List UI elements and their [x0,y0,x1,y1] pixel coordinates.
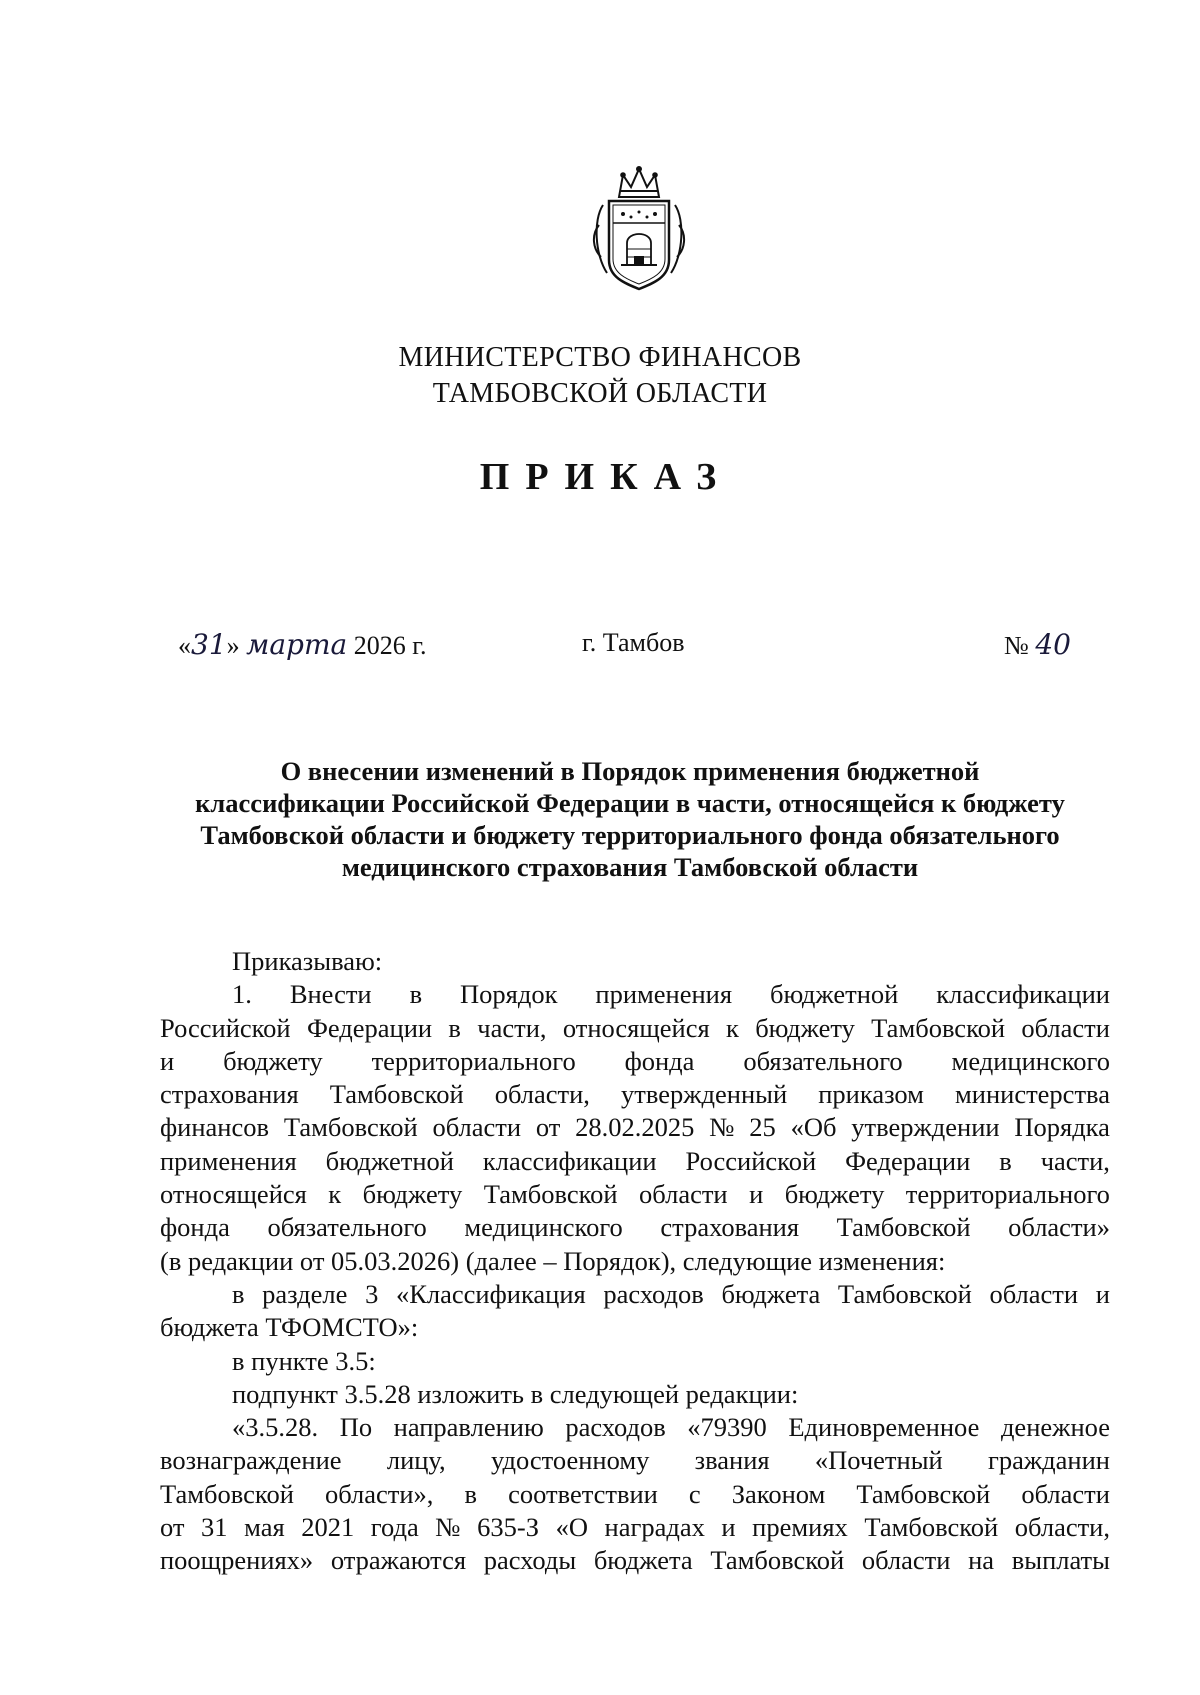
number-value-handwritten: 40 [1035,628,1071,661]
body-word: бюджетной [769,979,899,1010]
body-line-justified [160,1178,1110,1211]
body-word: утвержденный [621,1079,788,1110]
body-line-justified [160,1145,1110,1178]
body-word: премиях [752,1512,848,1543]
body-word: обязательного [267,1212,427,1243]
body-word: наградах [604,1512,705,1543]
body-word: направлению [393,1412,544,1443]
body-word: «Об [790,1112,837,1143]
body-word: Тамбовской [483,1179,618,1210]
body-word: страхования [160,1079,299,1110]
body-word: Законом [731,1478,826,1509]
body-word: вознаграждение [160,1445,342,1476]
document-type-heading: ПРИКАЗ [479,456,733,498]
body-word: применения [160,1145,297,1176]
body-word: медицинского [951,1045,1110,1076]
body-word: на [968,1545,995,1576]
document-title [150,755,1110,883]
body-word: бюджету [755,1012,855,1043]
title-line: Тамбовской области и бюджету территориального фонда обязательного [200,820,1060,850]
body-word: 1. [232,979,252,1010]
title-line: О внесении изменений в Порядок применения бюджетной [280,756,980,786]
body-word: классификации [936,979,1110,1010]
body-word: Российской [685,1145,817,1176]
body-line-justified [160,1511,1110,1544]
body-word: бюджета [721,1278,821,1309]
body-word: Тамбовской [871,1012,1006,1043]
body-word: Российской [160,1012,291,1043]
body-word: области» [1008,1212,1110,1243]
body-word: и [1095,1278,1110,1309]
body-word: Тамбовской [864,1512,999,1543]
body-word: области», [324,1478,434,1509]
body-word: приказом [818,1079,924,1110]
body-word: 31 [201,1512,228,1543]
body-line-justified [160,1278,1110,1311]
date-year: 2026 г. [353,631,427,660]
body-word: отражаются [330,1545,467,1576]
body-word: Федерации [306,1012,433,1043]
body-word: в [999,1145,1012,1176]
body-word: бюджету [784,1179,885,1210]
body-word: территориального [371,1045,576,1076]
body-line: в пункте 3.5: [232,1345,376,1376]
body-line-justified [160,1478,1110,1511]
body-word: бюджету [362,1179,463,1210]
body-word: в [448,1012,461,1043]
ministry-name-line-2: ТАМБОВСКОЙ ОБЛАСТИ [432,378,768,409]
body-word: области [1021,1478,1110,1509]
body-word: классификации [482,1145,657,1176]
body-word: расходов [603,1278,704,1309]
body-word: от [160,1512,185,1543]
body-word: относящейся [562,1012,710,1043]
body-word: Порядок [460,979,558,1010]
body-word: расходов [565,1412,666,1443]
coat-of-arms-icon [589,165,689,295]
body-word: поощрениях» [160,1545,314,1576]
body-word: финансов [160,1112,270,1143]
body-word: с [688,1478,701,1509]
body-word: Тамбовской [837,1278,972,1309]
body-word: в [464,1478,478,1509]
body-line-justified [160,978,1110,1011]
body-word: области [432,1112,522,1143]
body-word: звания [694,1445,770,1476]
body-word: страхования [660,1212,800,1243]
body-line: Приказываю: [232,946,383,976]
body-word: медицинского [464,1212,623,1243]
body-word: части, [477,1012,547,1043]
body-word: Порядка [1014,1112,1110,1143]
body-word: Федерации [845,1145,971,1176]
body-word: территориального [905,1179,1110,1210]
body-word: «3.5.28. [232,1412,319,1443]
body-word: относящейся [160,1179,307,1210]
number-label: № [1004,631,1029,660]
body-word: в [409,979,423,1010]
body-word: Тамбовской [283,1112,418,1143]
body-line: подпункт 3.5.28 изложить в следующей редакции: [232,1378,799,1409]
body-word: бюджету [223,1045,323,1076]
document-city: г. Тамбов [582,628,685,657]
body-word: области [1021,1012,1110,1043]
body-word: области, [494,1079,590,1110]
body-word: Тамбовской [856,1478,991,1509]
body-word: Внести [289,979,372,1010]
body-word: применения [595,979,733,1010]
body-word: области [989,1278,1079,1309]
body-word: 2021 [301,1512,355,1543]
body-word: обязательного [743,1045,903,1076]
date-month-handwritten: марта [246,628,348,661]
body-word: 3 [365,1278,379,1309]
body-word: области [639,1179,728,1210]
body-word: фонда [624,1045,695,1076]
body-word: Единовременное [788,1412,980,1443]
body-line-justified [160,1078,1110,1111]
body-word: расходы [483,1545,577,1576]
body-word: года [370,1512,419,1543]
body-word: выплаты [1011,1545,1110,1576]
body-word: фонда [160,1212,230,1243]
body-word: 25 [749,1112,776,1143]
body-word: № [709,1112,735,1143]
body-word: в [232,1278,245,1309]
body-word: бюджета [593,1545,693,1576]
document-date [178,628,426,668]
body-line-justified [160,1111,1110,1144]
body-line: бюджета ТФОМСТО»: [160,1312,419,1343]
body-word: разделе [262,1278,348,1309]
body-word: части, [1040,1145,1110,1176]
body-word: Тамбовской [329,1079,464,1110]
date-quote-close: » [226,631,240,660]
body-word: от [535,1112,561,1143]
body-word: удостоенному [490,1445,650,1476]
body-word: к [726,1012,739,1043]
body-word: «О [555,1512,588,1543]
body-word: По [339,1412,373,1443]
body-word: области, [1014,1512,1110,1543]
body-line-justified [160,1411,1110,1444]
date-quote-open: « [178,631,191,660]
body-word: и [749,1179,764,1210]
body-word: «Классификация [395,1278,586,1309]
body-word: гражданин [987,1445,1110,1476]
body-word: утверждении [851,1112,1000,1143]
document-number [1004,628,1071,668]
body-word: денежное [1000,1412,1110,1443]
body-line-justified [160,1012,1110,1045]
body-line-justified [160,1045,1110,1078]
body-word: Тамбовской [160,1478,294,1509]
body-word: 28.02.2025 [575,1112,695,1143]
body-word: министерства [955,1079,1110,1110]
body-word: Тамбовской [836,1212,971,1243]
body-word: к [328,1179,342,1210]
body-word: лицу, [386,1445,446,1476]
body-line: (в редакции от 05.03.2026) (далее – Порядок), следующие изменения: [160,1245,946,1276]
body-word: бюджетной [325,1145,454,1176]
title-line: медицинского страхования Тамбовской области [341,852,919,882]
body-word: «79390 [687,1412,767,1443]
body-word: № [435,1512,461,1543]
ministry-name-line-1: МИНИСТЕРСТВО ФИНАНСОВ [398,342,802,373]
body-word: соответствии [508,1478,658,1509]
title-line: классификации Российской Федерации в части, относящейся к бюджету [195,788,1065,818]
body-word: Тамбовской [710,1545,845,1576]
body-line-justified [160,1211,1110,1244]
body-word: 635-З [477,1512,540,1543]
body-line-justified [160,1444,1110,1477]
body-word: «Почетный [814,1445,943,1476]
date-day-handwritten: 31 [191,628,227,661]
body-line-justified [160,1544,1110,1577]
document-body [160,945,1110,1578]
body-word: и [721,1512,736,1543]
body-word: мая [244,1512,285,1543]
body-word: области [861,1545,951,1576]
body-word: и [160,1045,175,1076]
